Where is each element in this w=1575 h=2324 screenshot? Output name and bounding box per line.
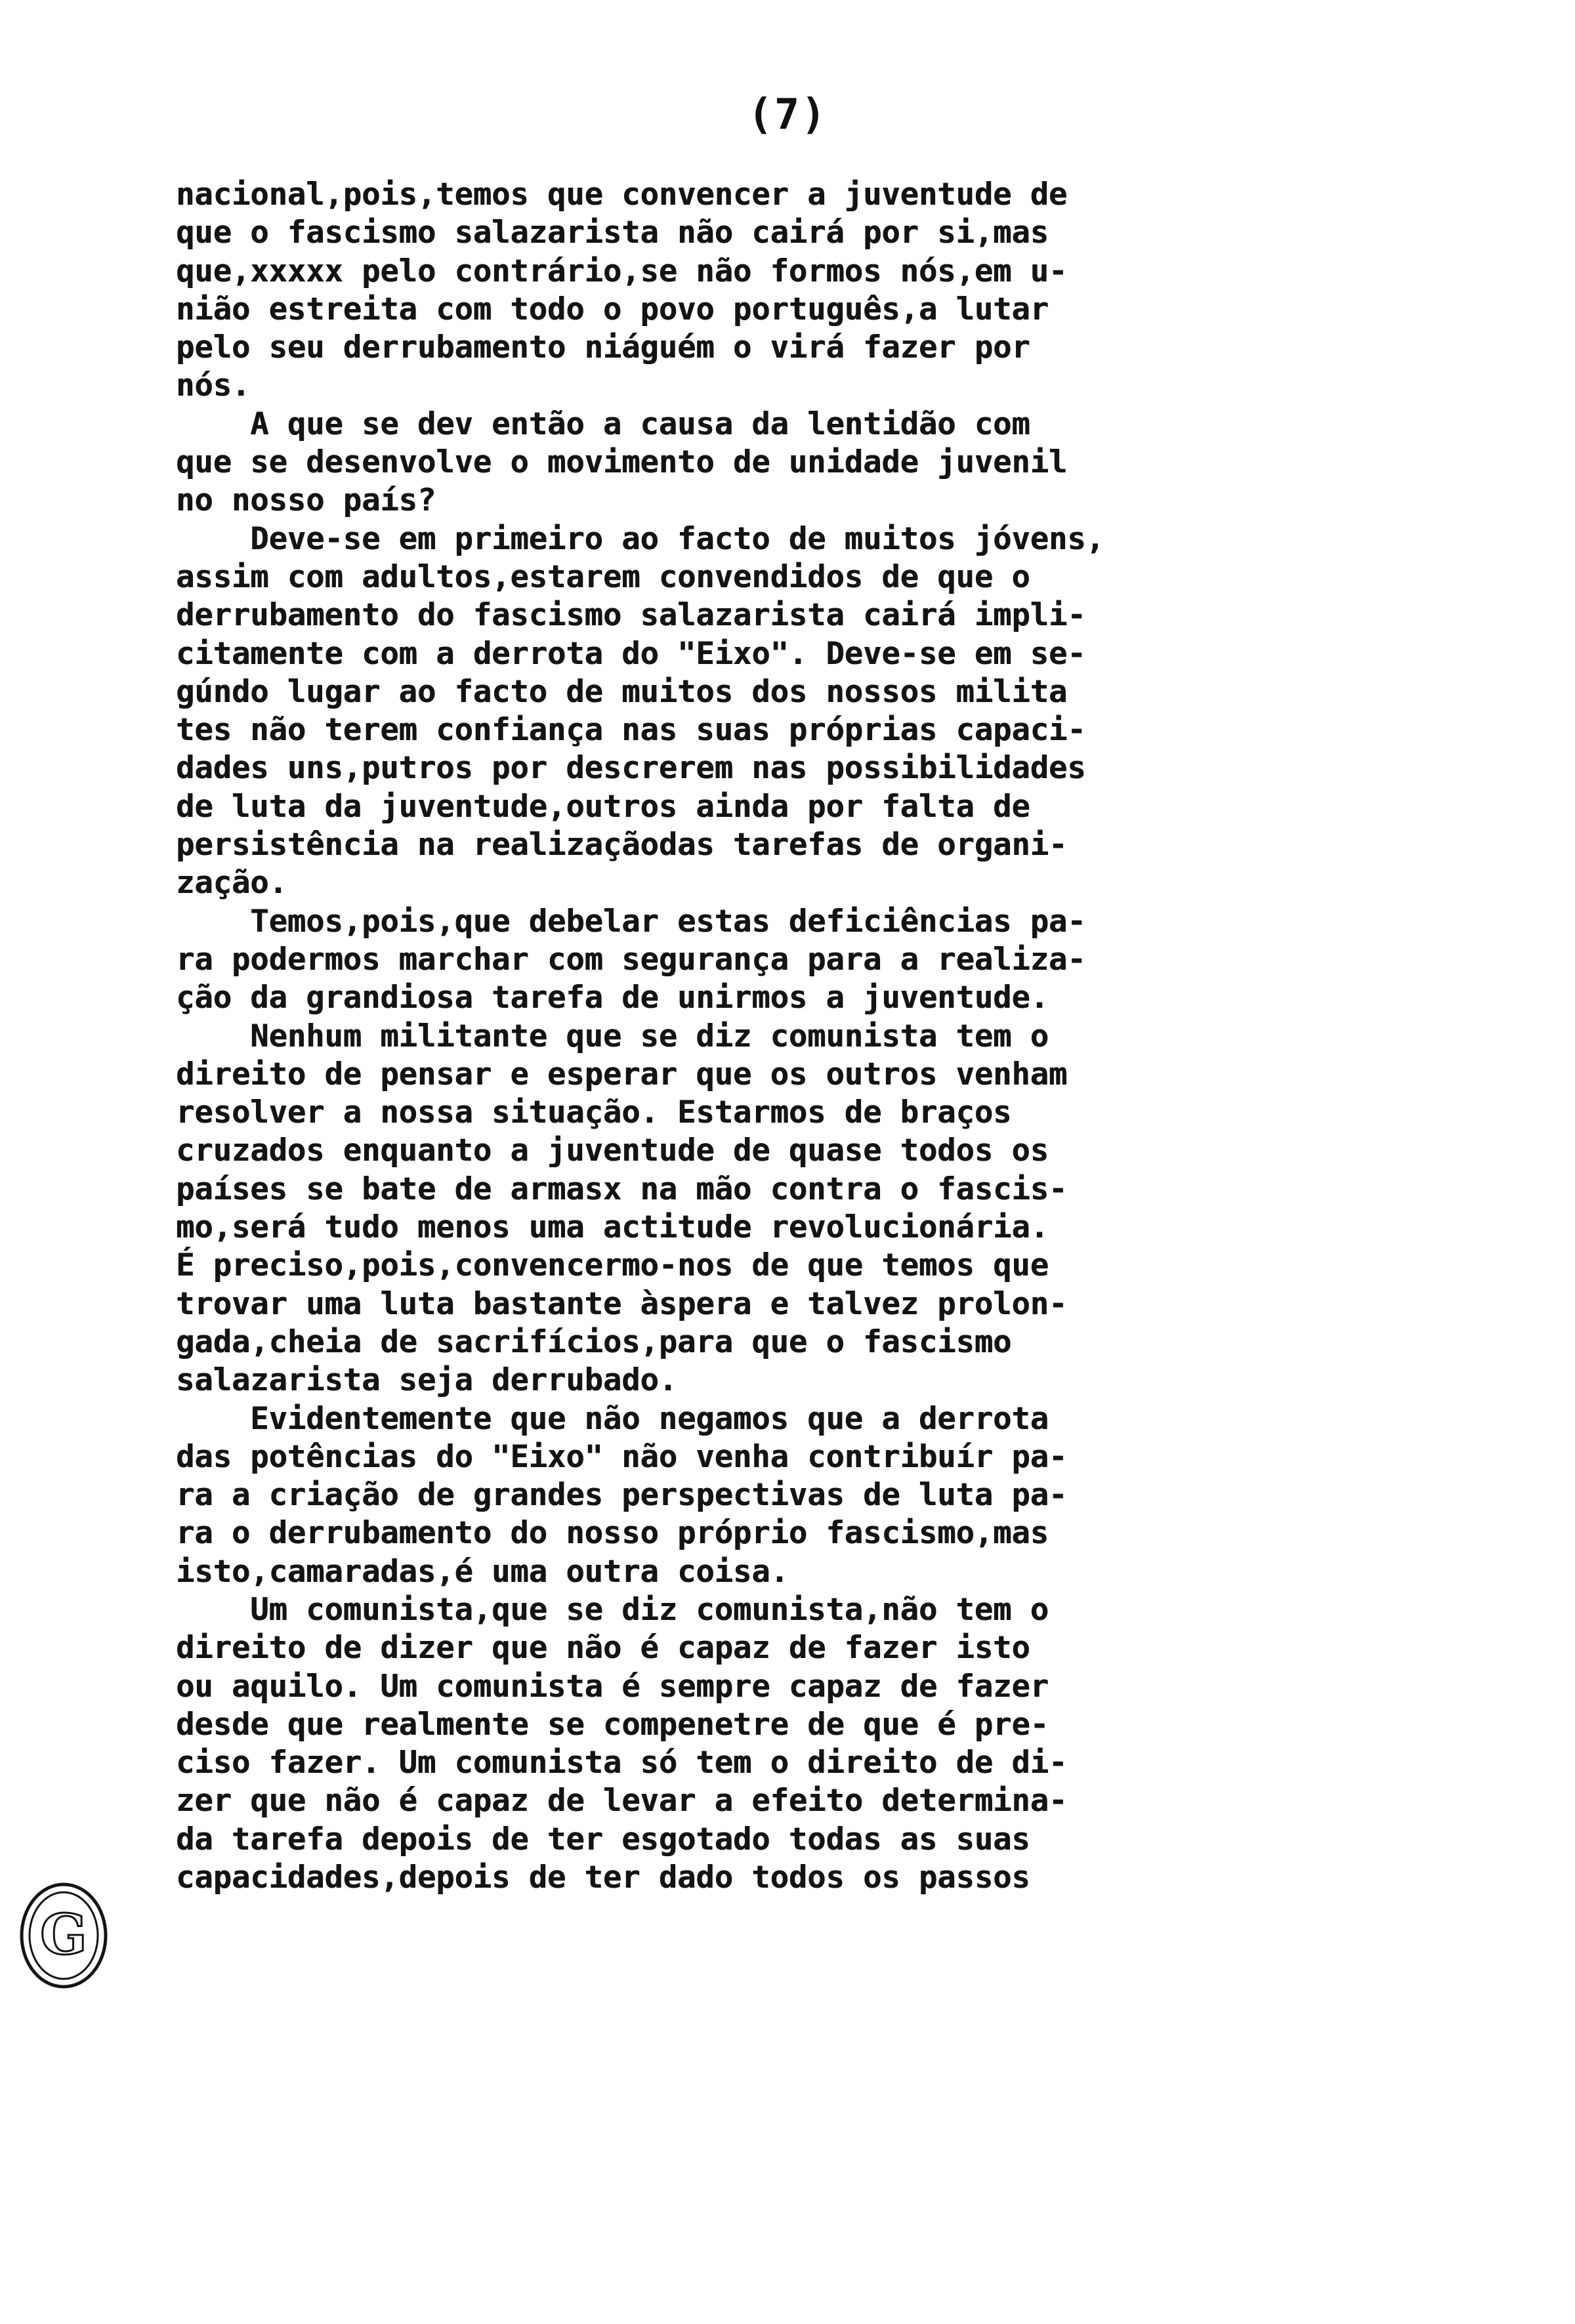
text-line: zação.	[176, 865, 287, 902]
page-number: (7)	[747, 91, 828, 139]
text-line: países se bate de armasx na mão contra o fascis-	[176, 1171, 1068, 1207]
text-line: tes não terem confiança nas suas próprias capaci-	[176, 712, 1086, 749]
text-line: no nosso país?	[176, 482, 436, 519]
text-line: citamente com a derrota do "Eixo". Deve-se em se-	[176, 635, 1086, 672]
text-line: ra podermos marchar com segurança para a realiza-	[176, 941, 1086, 978]
seal-icon	[14, 1877, 113, 1995]
text-line: gúndo lugar ao facto de muitos dos nossos milita	[176, 673, 1068, 710]
text-line: derrubamento do fascismo salazarista cairá impli-	[176, 597, 1086, 634]
text-line: Temos,pois,que debelar estas deficiências pa-	[176, 903, 1086, 940]
text-line: de luta da juventude,outros ainda por falta de	[176, 788, 1030, 825]
text-line: que o fascismo salazarista não cairá por si,mas	[176, 215, 1049, 251]
text-line: gada,cheia de sacrifícios,para que o fascismo	[176, 1323, 1012, 1360]
text-line: Deve-se em primeiro ao facto de muitos jóvens,	[176, 520, 1104, 557]
text-line: nião estreita com todo o povo português,a lutar	[176, 291, 1049, 327]
text-line: assim com adultos,estarem convendidos de que o	[176, 558, 1030, 595]
text-line: Um comunista,que se diz comunista,não tem o	[176, 1591, 1049, 1628]
text-line: ciso fazer. Um comunista só tem o direito de di-	[176, 1745, 1068, 1781]
text-line: resolver a nossa situação. Estarmos de braços	[176, 1094, 1012, 1131]
text-line: que,xxxxx pelo contrário,se não formos nós,em u-	[176, 253, 1068, 289]
text-line: A que se dev então a causa da lentidão com	[176, 405, 1030, 442]
text-line: É preciso,pois,convencermo-nos de que temos que	[176, 1247, 1049, 1284]
text-line: zer que não é capaz de levar a efeito determina-	[176, 1783, 1068, 1819]
seal-letter: G	[40, 1902, 87, 1967]
text-line: trovar uma luta bastante àspera e talvez prolon-	[176, 1285, 1068, 1322]
text-line: Nenhum militante que se diz comunista tem o	[176, 1018, 1049, 1054]
text-line: direito de dizer que não é capaz de fazer isto	[176, 1630, 1030, 1667]
text-line: pelo seu derrubamento niáguém o virá fazer por	[176, 329, 1030, 366]
text-line: capacidades,depois de ter dado todos os passos	[176, 1859, 1030, 1896]
text-line: das potências do "Eixo" não venha contribuír pa-	[176, 1438, 1068, 1475]
text-line: ou aquilo. Um comunista é sempre capaz de fazer	[176, 1668, 1049, 1705]
text-line: Evidentemente que não negamos que a derrota	[176, 1400, 1049, 1437]
text-line: salazarista seja derrubado.	[176, 1362, 678, 1399]
text-line: que se desenvolve o movimento de unidade juvenil	[176, 444, 1068, 481]
body-text	[176, 176, 1482, 1897]
text-line: desde que realmente se compenetre de que é pre-	[176, 1706, 1049, 1743]
text-line: dades uns,putros por descrerem nas possibilidades	[176, 750, 1086, 787]
text-line: nós.	[176, 367, 251, 404]
text-line: ra o derrubamento do nosso próprio fascismo,mas	[176, 1515, 1049, 1552]
text-line: isto,camaradas,é uma outra coisa.	[176, 1553, 789, 1590]
text-line: ra a criação de grandes perspectivas de luta pa-	[176, 1477, 1068, 1514]
text-line: direito de pensar e esperar que os outros venham	[176, 1056, 1068, 1092]
library-stamp	[14, 1877, 113, 1995]
text-line: persistência na realizaçãodas tarefas de organi-	[176, 827, 1068, 863]
text-line: da tarefa depois de ter esgotado todas as suas	[176, 1821, 1030, 1857]
text-line: ção da grandiosa tarefa de unirmos a juventude.	[176, 980, 1049, 1016]
text-line: mo,será tudo menos uma actitude revolucionária.	[176, 1209, 1049, 1246]
text-line: nacional,pois,temos que convencer a juventude de	[176, 176, 1068, 213]
text-line: cruzados enquanto a juventude de quase todos os	[176, 1132, 1049, 1169]
